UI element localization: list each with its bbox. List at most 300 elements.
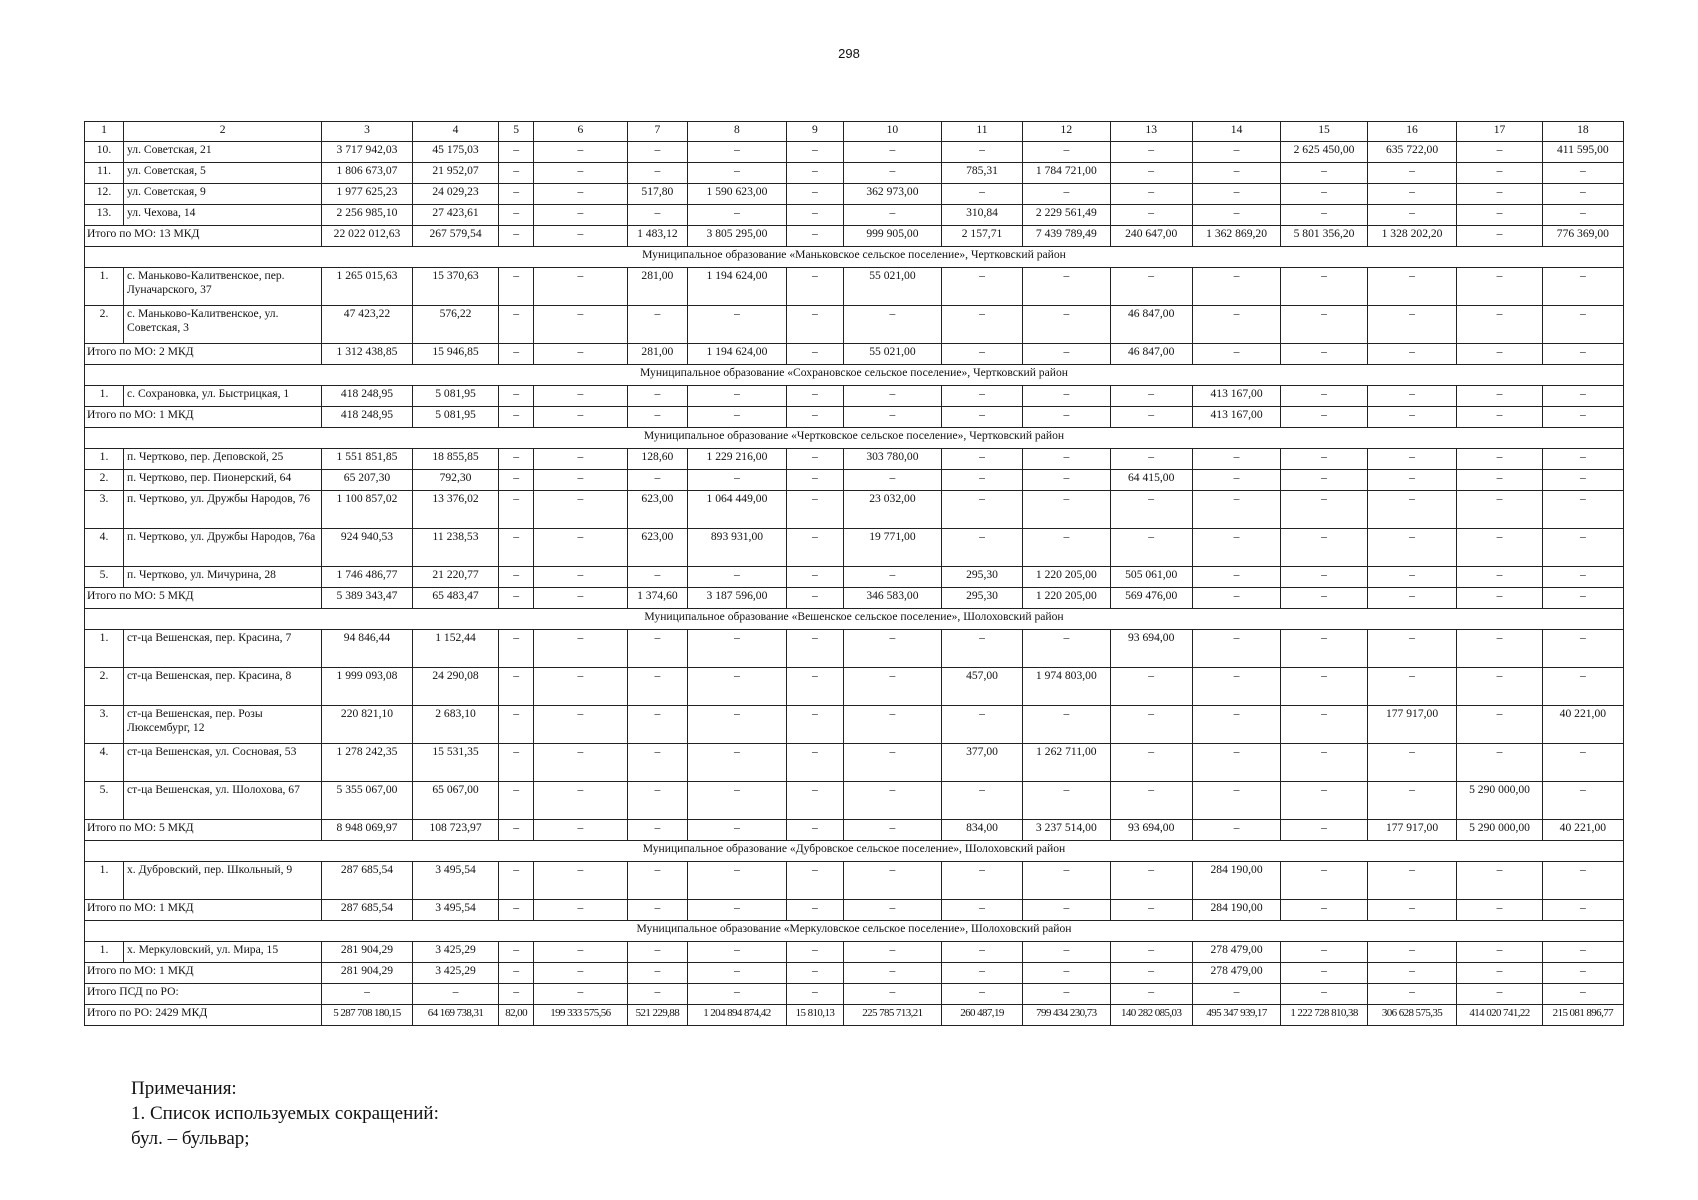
total-value-cell: – [627,900,687,921]
notes-line: бул. – бульвар; [131,1128,250,1149]
value-cell: – [1281,567,1367,588]
total-value-cell: 5 081,95 [412,407,498,428]
total-value-cell: – [1192,588,1281,609]
value-cell: 46 847,00 [1110,306,1192,344]
total-value-cell: – [499,226,534,247]
total-value-cell: 64 169 738,31 [412,1005,498,1026]
total-value-cell: 3 495,54 [412,900,498,921]
value-cell: – [1542,630,1623,668]
total-value-cell: – [534,963,628,984]
value-cell: – [1192,706,1281,744]
total-value-cell: – [1457,226,1542,247]
total-value-cell: – [786,588,843,609]
value-cell: – [687,142,786,163]
total-value-cell: 287 685,54 [322,900,413,921]
value-cell: – [941,184,1022,205]
value-cell: – [1457,268,1542,306]
column-number-cell: 10 [843,122,941,142]
value-cell: – [627,668,687,706]
value-cell: – [941,706,1022,744]
total-value-cell: 55 021,00 [843,344,941,365]
value-cell: – [843,306,941,344]
value-cell: – [843,386,941,407]
value-cell: – [1281,386,1367,407]
address-cell: с. Сохрановка, ул. Быстрицкая, 1 [124,386,322,407]
row-number-cell: 13. [85,205,124,226]
notes-title: Примечания: [131,1078,237,1099]
value-cell: – [941,942,1022,963]
total-value-cell: 1 194 624,00 [687,344,786,365]
column-number-cell: 7 [627,122,687,142]
value-cell: – [1457,668,1542,706]
value-cell: – [786,268,843,306]
table-row [85,184,1624,205]
value-cell: 362 973,00 [843,184,941,205]
value-cell: – [843,782,941,820]
value-cell: – [627,205,687,226]
total-value-cell: 7 439 789,49 [1023,226,1110,247]
value-cell: – [1110,163,1192,184]
row-number-cell: 1. [85,630,124,668]
value-cell: – [534,268,628,306]
value-cell: – [1023,782,1110,820]
total-value-cell: 15 946,85 [412,344,498,365]
address-cell: х. Меркуловский, ул. Мира, 15 [124,942,322,963]
total-value-cell: – [534,900,628,921]
value-cell: 55 021,00 [843,268,941,306]
address-cell: п. Чертково, ул. Дружбы Народов, 76 [124,491,322,529]
value-cell: 19 771,00 [843,529,941,567]
value-cell: – [1457,491,1542,529]
total-label: Итого по МО: 2 МКД [85,344,322,365]
row-number-cell: 3. [85,706,124,744]
value-cell: 5 290 000,00 [1457,782,1542,820]
value-cell: 128,60 [627,449,687,470]
value-cell: – [1281,491,1367,529]
total-value-cell: – [786,820,843,841]
value-cell: 3 425,29 [412,942,498,963]
value-cell: – [1110,449,1192,470]
total-value-cell: – [941,963,1022,984]
total-value-cell: – [499,984,534,1005]
row-number-cell: 12. [85,184,124,205]
value-cell: – [627,862,687,900]
value-cell: – [1457,706,1542,744]
value-cell: – [499,630,534,668]
column-number-cell: 12 [1023,122,1110,142]
value-cell: – [1023,184,1110,205]
value-cell: – [499,942,534,963]
value-cell: – [1542,862,1623,900]
total-value-cell: – [1457,407,1542,428]
table-row [85,449,1624,470]
value-cell: 377,00 [941,744,1022,782]
column-number-cell: 13 [1110,122,1192,142]
total-value-cell: – [1457,900,1542,921]
total-value-cell: – [843,407,941,428]
value-cell: – [1023,862,1110,900]
value-cell: – [687,306,786,344]
value-cell: – [1192,205,1281,226]
total-value-cell: – [1367,344,1457,365]
value-cell: – [1192,668,1281,706]
value-cell: – [1542,491,1623,529]
value-cell: – [687,205,786,226]
value-cell: 47 423,22 [322,306,413,344]
value-cell: – [1192,470,1281,491]
value-cell: – [1023,529,1110,567]
value-cell: – [1457,163,1542,184]
total-value-cell: – [786,344,843,365]
value-cell: – [627,386,687,407]
total-row [85,900,1624,921]
value-cell: – [1542,163,1623,184]
total-value-cell: – [1367,984,1457,1005]
value-cell: – [499,491,534,529]
value-cell: – [1367,630,1457,668]
value-cell: – [534,529,628,567]
value-cell: – [1457,529,1542,567]
row-number-cell: 2. [85,306,124,344]
value-cell: 303 780,00 [843,449,941,470]
total-value-cell: – [1110,900,1192,921]
total-value-cell: – [786,226,843,247]
value-cell: – [687,706,786,744]
section-title: Муниципальное образование «Вешенское сельское поселение», Шолоховский район [85,609,1624,630]
table-row [85,942,1624,963]
value-cell: 1 784 721,00 [1023,163,1110,184]
table-row [85,630,1624,668]
value-cell: 635 722,00 [1367,142,1457,163]
section-header-row [85,841,1624,862]
value-cell: – [1023,386,1110,407]
value-cell: – [786,205,843,226]
value-cell: – [534,163,628,184]
total-value-cell: – [687,963,786,984]
value-cell: – [499,668,534,706]
value-cell: – [1542,470,1623,491]
value-cell: 2 625 450,00 [1281,142,1367,163]
value-cell: 94 846,44 [322,630,413,668]
value-cell: – [1023,491,1110,529]
row-number-cell: 1. [85,449,124,470]
row-number-cell: 2. [85,668,124,706]
value-cell: – [1023,942,1110,963]
table-row [85,862,1624,900]
value-cell: – [1023,142,1110,163]
total-value-cell: – [499,963,534,984]
address-cell: п. Чертково, пер. Деповской, 25 [124,449,322,470]
value-cell: – [534,706,628,744]
total-value-cell: 82,00 [499,1005,534,1026]
total-value-cell: 5 290 000,00 [1457,820,1542,841]
value-cell: 18 855,85 [412,449,498,470]
row-number-cell: 2. [85,470,124,491]
value-cell: – [1281,163,1367,184]
value-cell: – [1367,470,1457,491]
total-value-cell: 281,00 [627,344,687,365]
total-value-cell: – [1367,588,1457,609]
total-value-cell: 15 810,13 [786,1005,843,1026]
total-value-cell: 1 362 869,20 [1192,226,1281,247]
value-cell: – [786,386,843,407]
value-cell: – [1192,744,1281,782]
value-cell: – [1367,268,1457,306]
total-value-cell: 3 805 295,00 [687,226,786,247]
total-value-cell: 5 801 356,20 [1281,226,1367,247]
column-number-cell: 5 [499,122,534,142]
value-cell: – [941,529,1022,567]
total-value-cell: – [1281,900,1367,921]
column-number-cell: 16 [1367,122,1457,142]
value-cell: – [843,630,941,668]
total-value-cell: 177 917,00 [1367,820,1457,841]
address-cell: ст-ца Вешенская, ул. Шолохова, 67 [124,782,322,820]
value-cell: 5 355 067,00 [322,782,413,820]
total-value-cell: – [941,344,1022,365]
total-value-cell: – [499,820,534,841]
address-cell: с. Маньково-Калитвенское, ул. Советская, 3 [124,306,322,344]
value-cell: – [534,306,628,344]
value-cell: – [687,630,786,668]
total-value-cell: 199 333 575,56 [534,1005,628,1026]
address-cell: п. Чертково, ул. Дружбы Народов, 76а [124,529,322,567]
value-cell: – [1281,706,1367,744]
total-value-cell: 281 904,29 [322,963,413,984]
total-value-cell: – [687,984,786,1005]
address-cell: п. Чертково, пер. Пионерский, 64 [124,470,322,491]
total-row [85,820,1624,841]
total-value-cell: – [1367,963,1457,984]
value-cell: 21 952,07 [412,163,498,184]
value-cell: – [687,862,786,900]
column-number-cell: 2 [124,122,322,142]
total-row [85,407,1624,428]
total-value-cell: – [1542,900,1623,921]
total-value-cell: 521 229,88 [627,1005,687,1026]
value-cell: – [843,470,941,491]
value-cell: – [843,862,941,900]
table-row [85,782,1624,820]
value-cell: – [1542,306,1623,344]
value-cell: – [941,268,1022,306]
value-cell: – [1542,386,1623,407]
value-cell: – [627,630,687,668]
value-cell: – [499,862,534,900]
value-cell: 2 229 561,49 [1023,205,1110,226]
value-cell: – [499,449,534,470]
value-cell: 287 685,54 [322,862,413,900]
value-cell: – [1023,630,1110,668]
value-cell: – [1367,529,1457,567]
address-cell: ст-ца Вешенская, пер. Красина, 8 [124,668,322,706]
value-cell: – [1457,386,1542,407]
total-value-cell: – [534,407,628,428]
value-cell: – [687,163,786,184]
total-value-cell: 1 222 728 810,38 [1281,1005,1367,1026]
value-cell: 281 904,29 [322,942,413,963]
total-value-cell: – [499,900,534,921]
total-value-cell: – [627,963,687,984]
total-value-cell: – [1281,820,1367,841]
total-value-cell: 22 022 012,63 [322,226,413,247]
total-value-cell: 260 487,19 [941,1005,1022,1026]
value-cell: – [1110,268,1192,306]
total-value-cell: 108 723,97 [412,820,498,841]
value-cell: – [941,491,1022,529]
value-cell: 310,84 [941,205,1022,226]
value-cell: – [786,184,843,205]
value-cell: – [786,630,843,668]
value-cell: – [534,668,628,706]
value-cell: – [1281,942,1367,963]
value-cell: – [1192,529,1281,567]
value-cell: – [786,470,843,491]
total-value-cell: 1 483,12 [627,226,687,247]
value-cell: – [1367,449,1457,470]
total-value-cell: 414 020 741,22 [1457,1005,1542,1026]
value-cell: – [1367,491,1457,529]
address-cell: п. Чертково, ул. Мичурина, 28 [124,567,322,588]
total-value-cell: 5 389 343,47 [322,588,413,609]
value-cell: – [1023,706,1110,744]
total-value-cell: – [687,407,786,428]
total-value-cell: 1 220 205,00 [1023,588,1110,609]
total-row [85,1005,1624,1026]
value-cell: – [786,782,843,820]
value-cell: 1 999 093,08 [322,668,413,706]
value-cell: – [1367,668,1457,706]
value-cell: – [534,491,628,529]
total-value-cell: 240 647,00 [1110,226,1192,247]
value-cell: – [786,491,843,529]
value-cell: – [534,205,628,226]
value-cell: – [627,567,687,588]
value-cell: – [941,142,1022,163]
value-cell: 1 100 857,02 [322,491,413,529]
value-cell: 1 262 711,00 [1023,744,1110,782]
total-value-cell: 2 157,71 [941,226,1022,247]
value-cell: 24 029,23 [412,184,498,205]
total-label: Итого по МО: 5 МКД [85,820,322,841]
row-number-cell: 5. [85,782,124,820]
value-cell: – [1192,163,1281,184]
value-cell: – [534,942,628,963]
section-header-row [85,921,1624,942]
value-cell: – [1281,668,1367,706]
total-value-cell: 295,30 [941,588,1022,609]
value-cell: – [843,706,941,744]
value-cell: 281,00 [627,268,687,306]
value-cell: – [1192,567,1281,588]
value-cell: – [786,163,843,184]
total-value-cell: 1 204 894 874,42 [687,1005,786,1026]
value-cell: – [1281,529,1367,567]
value-cell: 65 067,00 [412,782,498,820]
total-row [85,226,1624,247]
value-cell: 418 248,95 [322,386,413,407]
value-cell: – [1110,142,1192,163]
value-cell: – [687,744,786,782]
value-cell: – [627,306,687,344]
value-cell: 1 974 803,00 [1023,668,1110,706]
total-value-cell: 776 369,00 [1542,226,1623,247]
total-value-cell: – [843,820,941,841]
value-cell: – [1192,630,1281,668]
column-number-cell: 11 [941,122,1022,142]
value-cell: – [941,386,1022,407]
total-value-cell: 5 287 708 180,15 [322,1005,413,1026]
total-value-cell: – [627,820,687,841]
value-cell: – [627,706,687,744]
row-number-cell: 1. [85,942,124,963]
value-cell: 1 220 205,00 [1023,567,1110,588]
value-cell: – [1457,142,1542,163]
total-value-cell: – [627,407,687,428]
value-cell: 64 415,00 [1110,470,1192,491]
total-value-cell: – [534,820,628,841]
total-value-cell: – [843,900,941,921]
value-cell: – [1457,470,1542,491]
total-value-cell: – [843,963,941,984]
value-cell: – [1367,205,1457,226]
value-cell: – [1192,449,1281,470]
address-cell: ст-ца Вешенская, ул. Сосновая, 53 [124,744,322,782]
table-row [85,470,1624,491]
value-cell: – [1457,862,1542,900]
total-value-cell: – [786,407,843,428]
value-cell: – [1457,630,1542,668]
value-cell: – [499,782,534,820]
total-label: Итого по МО: 13 МКД [85,226,322,247]
value-cell: – [1281,268,1367,306]
total-value-cell: – [1281,984,1367,1005]
section-title: Муниципальное образование «Меркуловское сельское поселение», Шолоховский район [85,921,1624,942]
address-cell: ст-ца Вешенская, пер. Розы Люксембург, 12 [124,706,322,744]
value-cell: – [534,142,628,163]
value-cell: 93 694,00 [1110,630,1192,668]
value-cell: 13 376,02 [412,491,498,529]
total-value-cell: 1 374,60 [627,588,687,609]
value-cell: – [687,386,786,407]
total-row [85,588,1624,609]
value-cell: – [1281,306,1367,344]
total-value-cell: 799 434 230,73 [1023,1005,1110,1026]
value-cell: – [1281,470,1367,491]
value-cell: – [1281,449,1367,470]
total-value-cell: 569 476,00 [1110,588,1192,609]
value-cell: – [1281,205,1367,226]
value-cell: – [499,470,534,491]
table-row [85,567,1624,588]
value-cell: – [499,567,534,588]
total-value-cell: 999 905,00 [843,226,941,247]
section-title: Муниципальное образование «Дубровское сельское поселение», Шолоховский район [85,841,1624,862]
value-cell: – [1367,567,1457,588]
total-label: Итого по МО: 1 МКД [85,407,322,428]
table-row [85,668,1624,706]
total-value-cell: – [786,900,843,921]
total-value-cell: – [687,820,786,841]
value-cell: – [534,184,628,205]
value-cell: – [534,630,628,668]
total-value-cell: 418 248,95 [322,407,413,428]
total-value-cell: – [534,226,628,247]
total-value-cell: – [1110,984,1192,1005]
total-value-cell: – [534,344,628,365]
section-header-row [85,247,1624,268]
total-value-cell: – [1023,963,1110,984]
